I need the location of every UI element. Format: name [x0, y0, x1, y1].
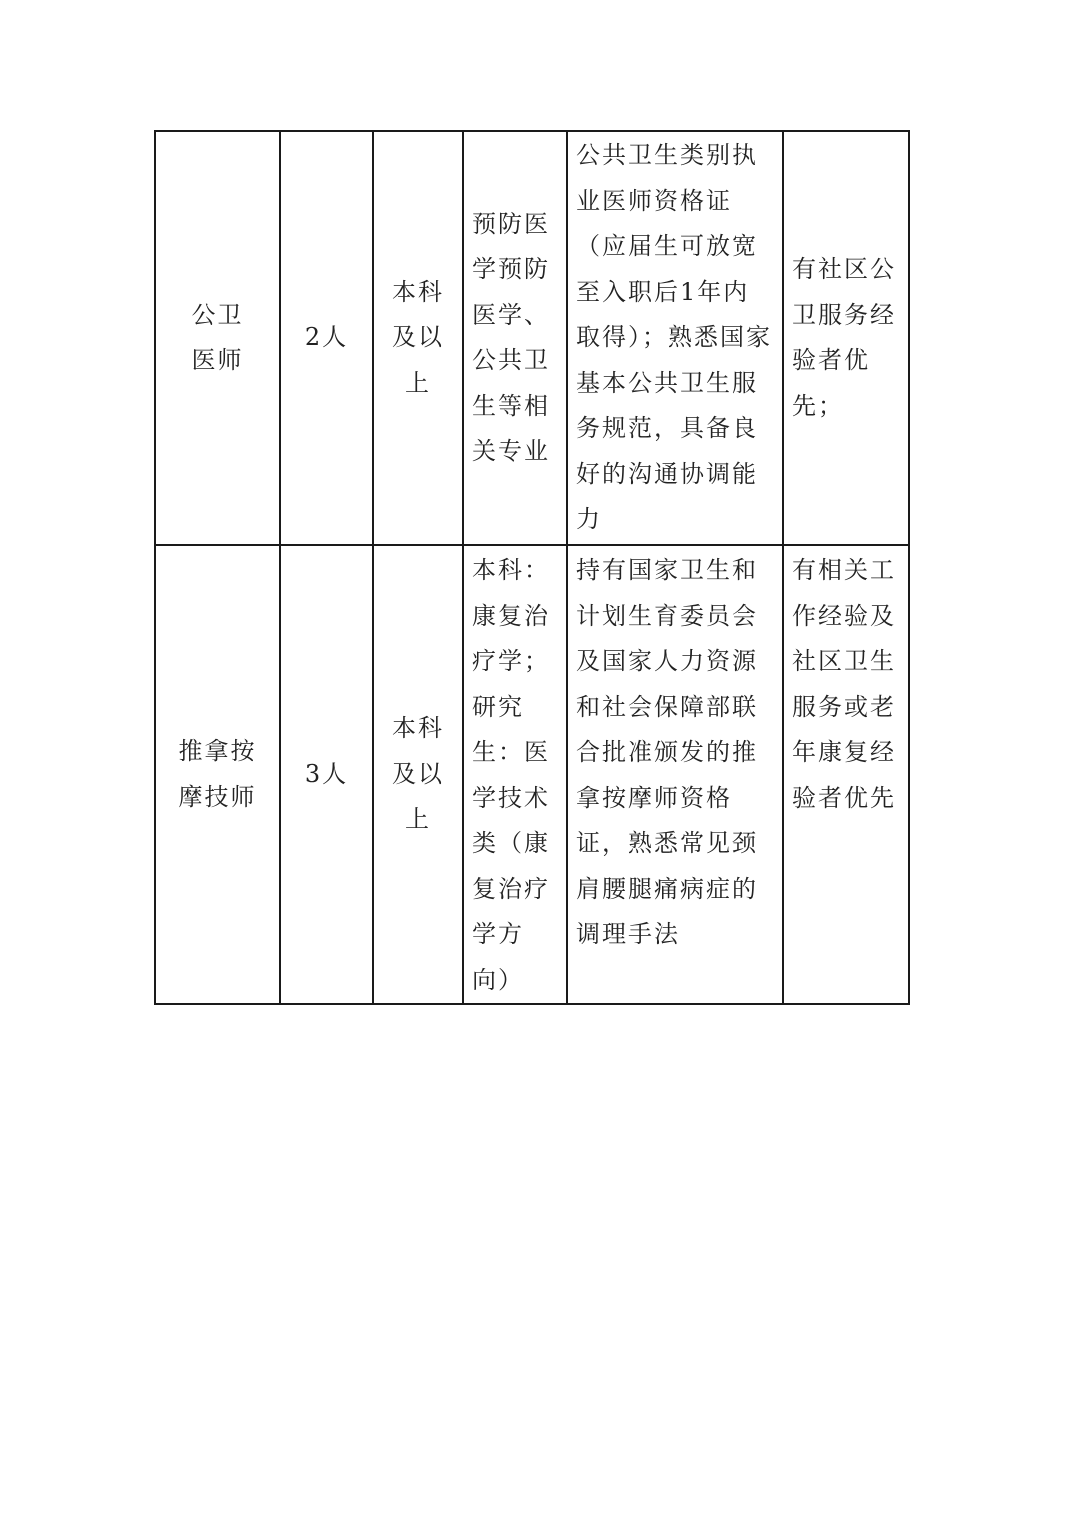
requirements-text: 公共卫生类别执业医师资格证（应届生可放宽至入职后1年内取得）；熟悉国家基本公共卫生服务规范，具备良好的沟通协调能力: [576, 141, 772, 534]
major-text: 预防医学预防医学、公共卫生等相关专业: [472, 209, 550, 465]
preference-cell: [783, 131, 909, 545]
position-text: 公卫医师: [191, 300, 244, 374]
education-cell: [373, 545, 463, 1004]
recruitment-table: [154, 130, 910, 1005]
position-text: 推拿按摩技师: [178, 737, 257, 811]
table-row: [155, 131, 909, 545]
major-cell: [463, 545, 567, 1004]
preference-text: 有相关工作经验及社区卫生服务或老年康复经验者优先: [792, 556, 896, 812]
position-cell: [155, 545, 280, 1004]
table-row: [155, 545, 909, 1004]
education-text: 本科及以上: [392, 277, 444, 397]
major-cell: [463, 131, 567, 545]
requirements-cell: [567, 545, 783, 1004]
count-text: 3人: [304, 759, 349, 788]
education-cell: [373, 131, 463, 545]
preference-text: 有社区公卫服务经验者优先；: [792, 255, 896, 420]
count-cell: [280, 545, 373, 1004]
major-text: 本科：康复治疗学；研究生：医学技术类（康复治疗学方向）: [472, 556, 550, 994]
education-text: 本科及以上: [392, 714, 444, 834]
count-text: 2人: [304, 323, 349, 352]
requirements-cell: [567, 131, 783, 545]
position-cell: [155, 131, 280, 545]
requirements-text: 持有国家卫生和计划生育委员会及国家人力资源和社会保障部联合批准颁发的推拿按摩师资格证，熟悉常见颈肩腰腿痛病症的调理手法: [576, 556, 758, 948]
count-cell: [280, 131, 373, 545]
preference-cell: [783, 545, 909, 1004]
